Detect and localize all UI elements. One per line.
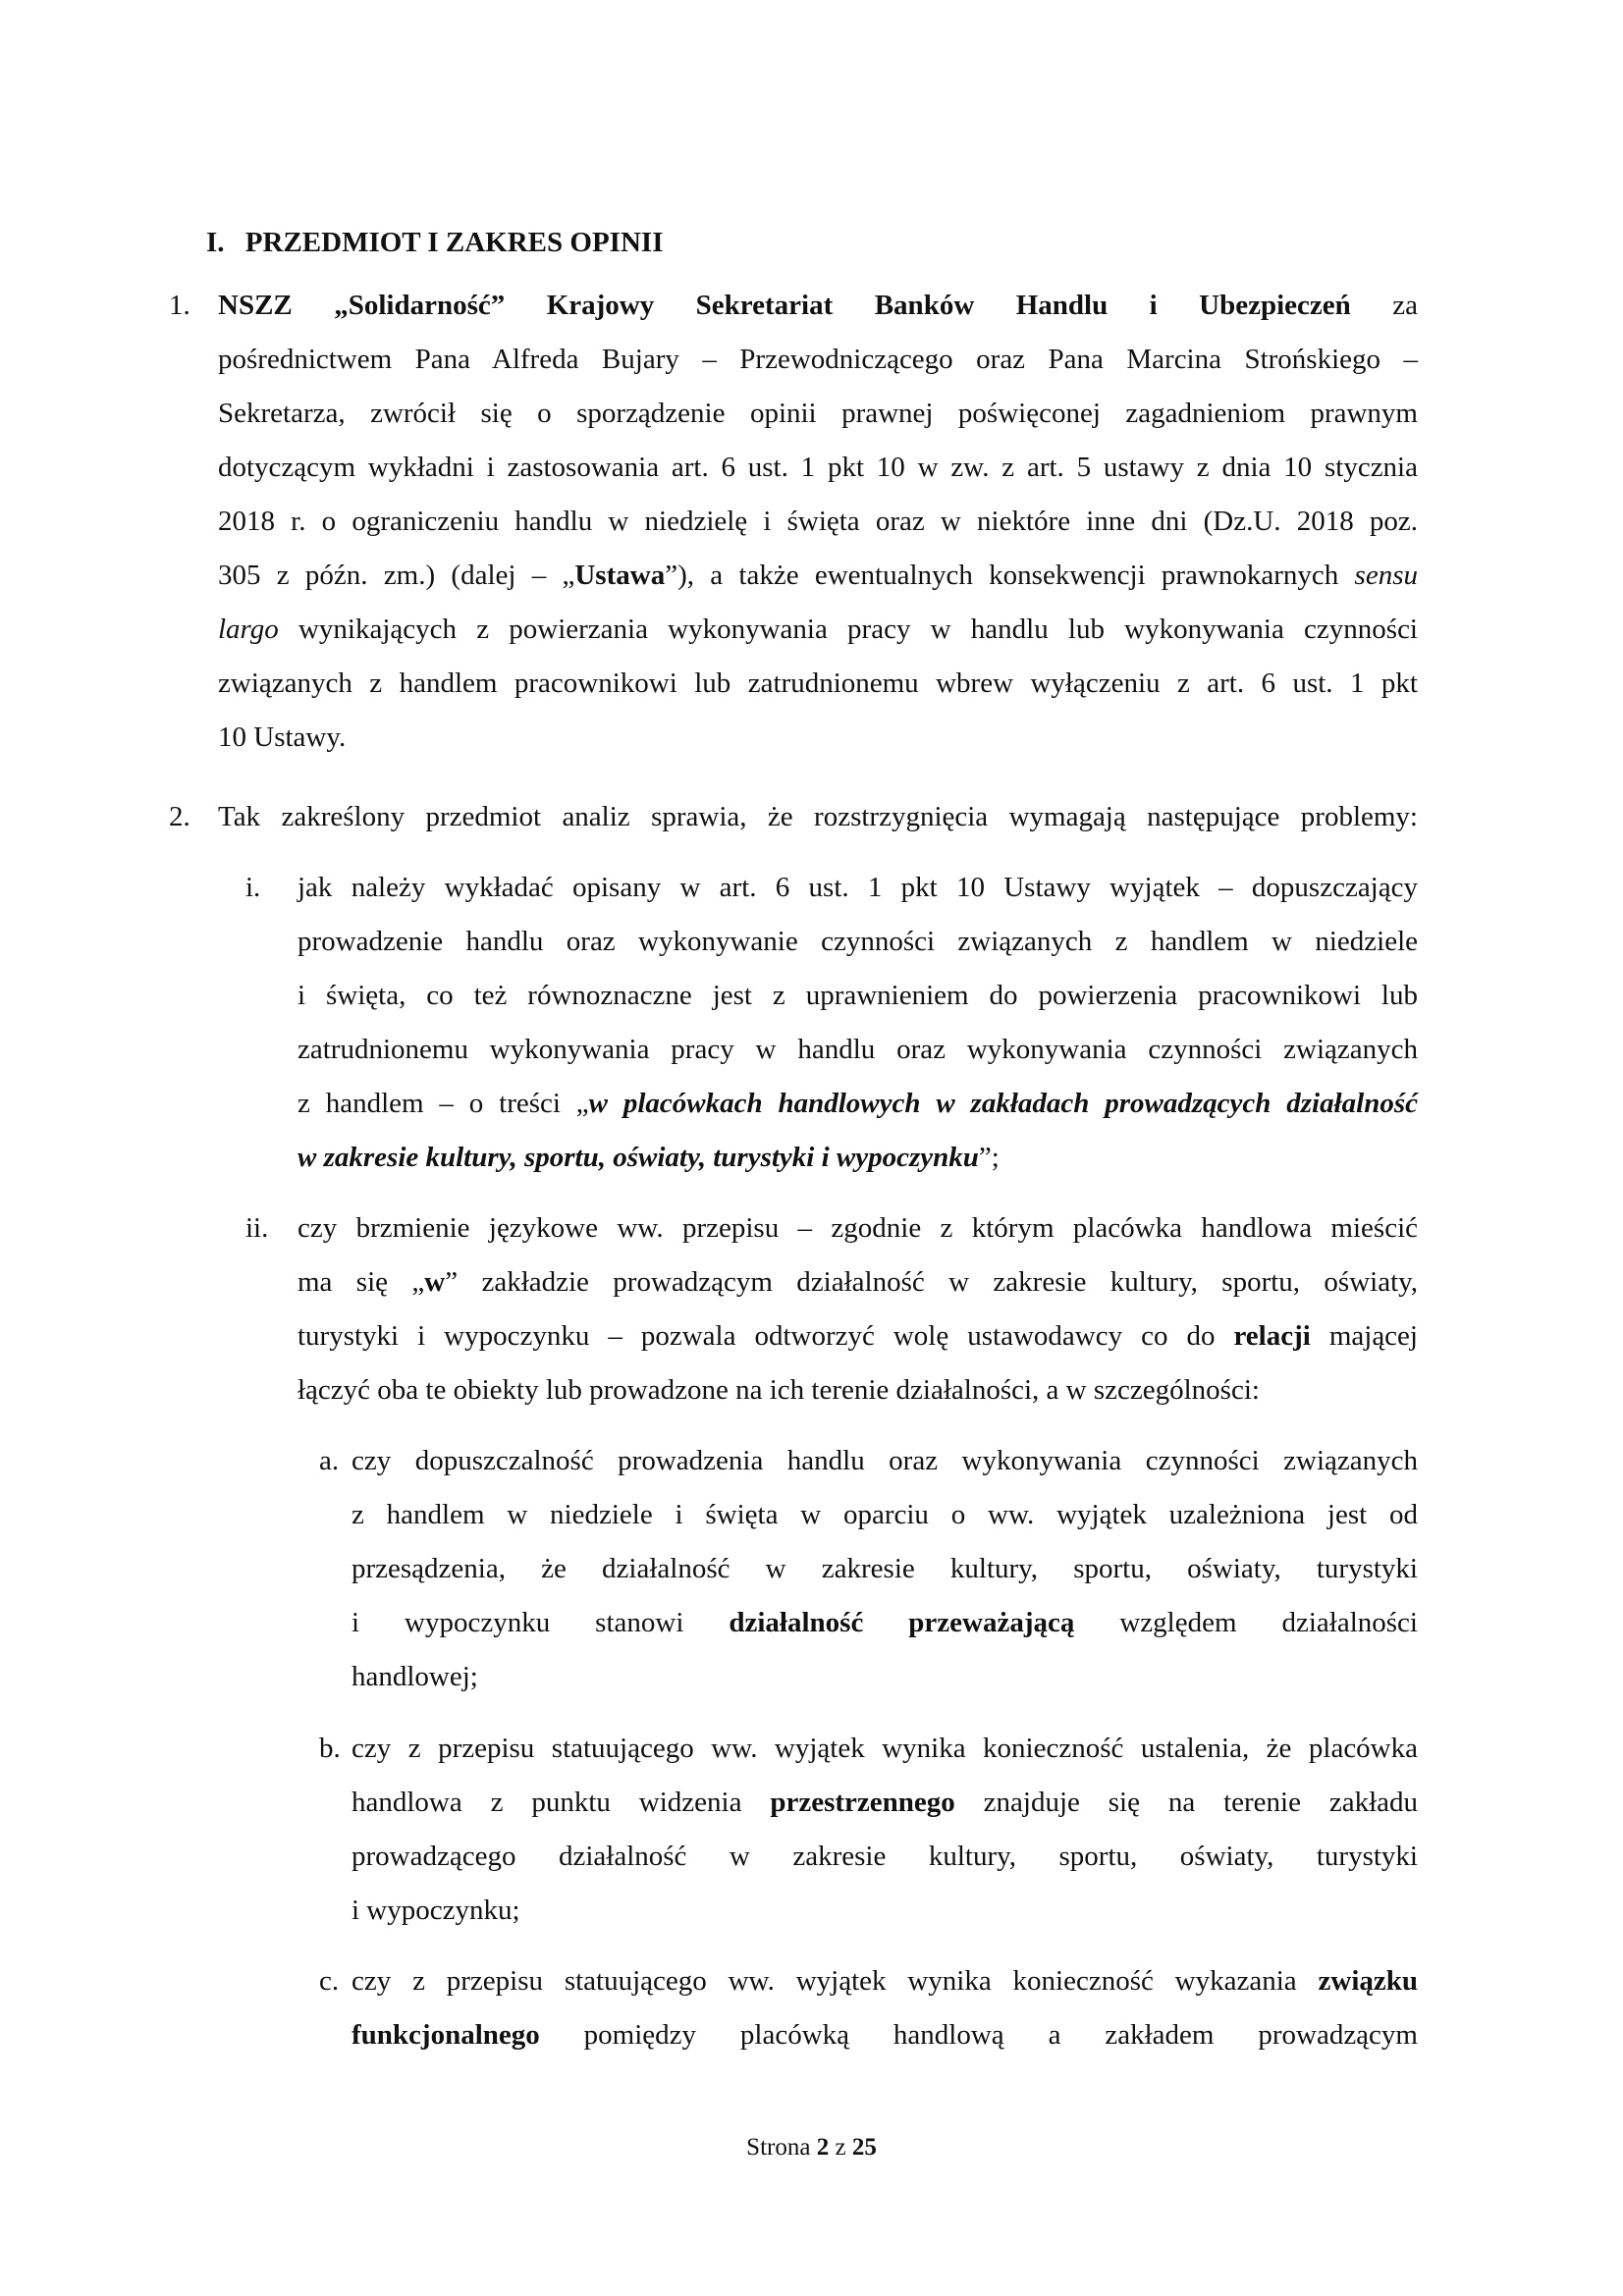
paragraph-line: 305 z późn. zm.) (dalej – „Ustawa”), a także ewentualnych konsekwencji prawnokarnych sensu — [218, 560, 1418, 591]
page-current: 2 — [816, 2134, 830, 2161]
list-item-line: prowadzenie handlu oraz wykonywanie czynności związanych z handlem w niedziele — [298, 926, 1418, 957]
sub-item-letter: b. — [319, 1733, 341, 1764]
list-item-line: jak należy wykładać opisany w art. 6 ust. 1 pkt 10 Ustawy wyjątek – dopuszczający — [298, 872, 1418, 903]
sub-item-line: prowadzącego działalność w zakresie kultury, sportu, oświaty, turystyki — [352, 1841, 1418, 1872]
section-title: PRZEDMIOT I ZAKRES OPINII — [244, 227, 664, 258]
section-number: I. — [206, 227, 225, 258]
list-item-number: i. — [245, 872, 261, 903]
paragraph-number: 1. — [169, 290, 190, 321]
paragraph-line: dotyczącym wykładni i zastosowania art. 6 ust. 1 pkt 10 w zw. z art. 5 ustawy z dnia 10 stycznia — [218, 452, 1418, 483]
list-item-line: i święta, co też równoznaczne jest z uprawnieniem do powierzenia pracownikowi lub — [298, 980, 1418, 1011]
page-footer — [0, 2132, 1623, 2163]
sub-item-line: funkcjonalnego pomiędzy placówką handlową a zakładem prowadzącym — [352, 2019, 1418, 2051]
paragraph-line: NSZZ „Solidarność” Krajowy Sekretariat Banków Handlu i Ubezpieczeń za — [218, 290, 1418, 321]
sub-item-letter: a. — [319, 1445, 340, 1476]
list-item-line: zatrudnionemu wykonywania pracy w handlu oraz wykonywania czynności związanych — [298, 1034, 1418, 1065]
sub-item-line: z handlem w niedziele i święta w oparciu o ww. wyjątek uzależniona jest od — [352, 1499, 1418, 1530]
page-total: 25 — [851, 2134, 877, 2161]
paragraph-line: pośrednictwem Pana Alfreda Bujary – Przewodniczącego oraz Pana Marcina Strońskiego – — [218, 344, 1418, 375]
sub-item-line: czy z przepisu statuującego ww. wyjątek wynika konieczność ustalenia, że placówka — [352, 1733, 1418, 1764]
page-sep: z — [829, 2134, 852, 2161]
list-item-line: w zakresie kultury, sportu, oświaty, turystyki i wypoczynku”; — [298, 1142, 1000, 1173]
paragraph-line: 10 Ustawy. — [218, 721, 347, 753]
list-item-number: ii. — [245, 1212, 269, 1244]
paragraph-number: 2. — [169, 801, 190, 832]
list-item-line: turystyki i wypoczynku – pozwala odtworzyć wolę ustawodawcy co do relacji mającej — [298, 1320, 1418, 1352]
paragraph-line: largo wynikających z powierzania wykonywania pracy w handlu lub wykonywania czynności — [218, 614, 1418, 645]
sub-item-line: i wypoczynku; — [352, 1895, 520, 1926]
sub-item-line: czy z przepisu statuującego ww. wyjątek wynika konieczność wykazania związku — [352, 1965, 1418, 1997]
sub-item-line: handlowej; — [352, 1661, 478, 1692]
sub-item-line: przesądzenia, że działalność w zakresie kultury, sportu, oświaty, turystyki — [352, 1553, 1418, 1584]
sub-item-line: i wypoczynku stanowi działalność przeważającą względem działalności — [352, 1607, 1418, 1638]
list-item-line: ma się „w” zakładzie prowadzącym działalność w zakresie kultury, sportu, oświaty, — [298, 1266, 1418, 1298]
paragraph-line: 2018 r. o ograniczeniu handlu w niedzielę i święta oraz w niektóre inne dni (Dz.U. 2018 poz. — [218, 506, 1418, 537]
paragraph-line: związanych z handlem pracownikowi lub zatrudnionemu wbrew wyłączeniu z art. 6 ust. 1 pkt — [218, 667, 1418, 699]
sub-item-line: czy dopuszczalność prowadzenia handlu oraz wykonywania czynności związanych — [352, 1445, 1418, 1476]
list-item-line: czy brzmienie językowe ww. przepisu – zgodnie z którym placówka handlowa mieścić — [298, 1212, 1418, 1244]
paragraph-line: Tak zakreślony przedmiot analiz sprawia, że rozstrzygnięcia wymagają następujące problemy: — [218, 801, 1418, 832]
list-item-line: łączyć oba te obiekty lub prowadzone na ich terenie działalności, a w szczególności: — [298, 1374, 1260, 1406]
list-item-line: z handlem – o treści „w placówkach handlowych w zakładach prowadzących działalność — [298, 1088, 1418, 1119]
sub-item-letter: c. — [319, 1965, 340, 1997]
sub-item-line: handlowa z punktu widzenia przestrzennego znajduje się na terenie zakładu — [352, 1787, 1419, 1818]
page-label: Strona — [746, 2134, 817, 2161]
section-heading — [206, 223, 663, 262]
paragraph-line: Sekretarza, zwrócił się o sporządzenie opinii prawnej poświęconej zagadnieniom prawnym — [218, 398, 1418, 429]
